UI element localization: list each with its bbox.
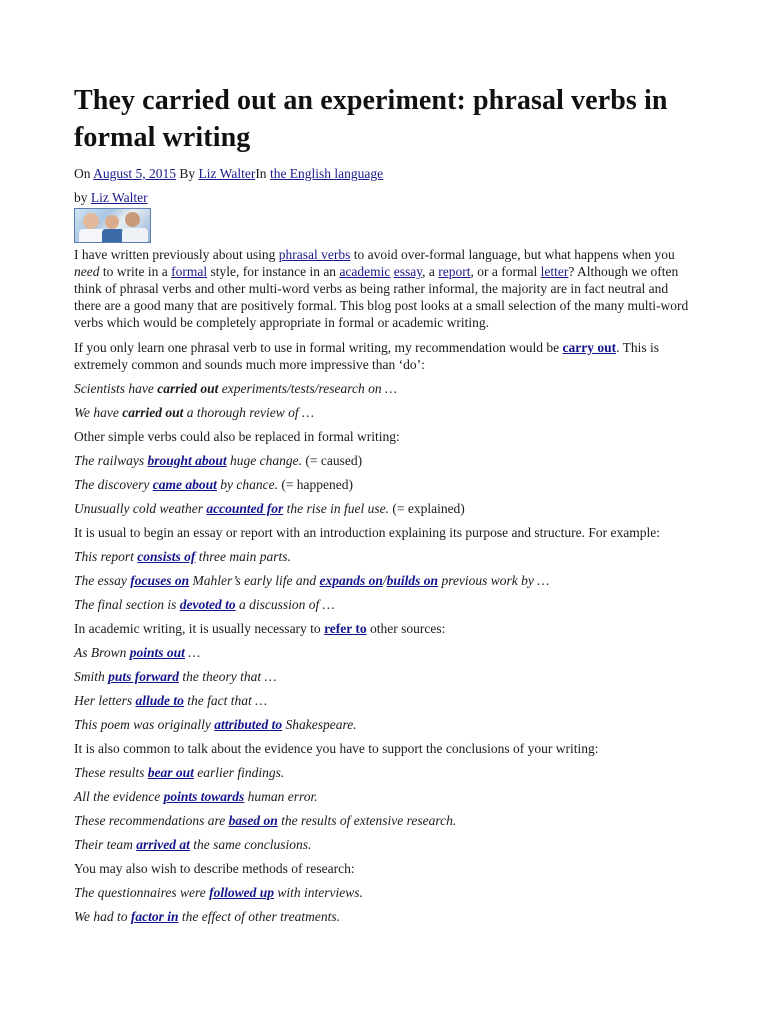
phrasal-verb-link[interactable]: attributed to	[214, 717, 283, 732]
example-text: the theory that …	[179, 669, 277, 684]
example-text: The final section is	[74, 597, 180, 612]
example-text: We had to	[74, 909, 131, 924]
phrasal-verb-link[interactable]: bear out	[147, 765, 194, 780]
phrasal-verb-link[interactable]: came about	[152, 477, 217, 492]
recommendation-paragraph: If you only learn one phrasal verb to use in formal writing, my recommendation would be carry out. This is extremely common and sounds much more impressive than ‘do’:	[74, 340, 659, 372]
example-text: the rise in fuel use.	[283, 501, 389, 516]
phrasal-verbs-link[interactable]: phrasal verbs	[278, 247, 351, 262]
example-text: This report	[74, 549, 138, 564]
example-line	[74, 404, 694, 421]
example-list	[74, 380, 694, 925]
example-text: …	[184, 645, 201, 660]
example-text: These results	[74, 765, 148, 780]
essay-link[interactable]: essay	[393, 264, 423, 279]
line-text: other sources:	[366, 621, 446, 636]
meaning-note: (= happened)	[277, 477, 354, 492]
example-text: This poem was originally	[74, 717, 215, 732]
phrasal-verb-link[interactable]: focuses on	[130, 573, 190, 588]
example-text: the same conclusions.	[189, 837, 312, 852]
example-text: experiments/tests/research on …	[218, 381, 397, 396]
example-text: previous work by …	[438, 573, 550, 588]
phrasal-verb-link[interactable]: points out	[129, 645, 185, 660]
example-text: The essay	[74, 573, 131, 588]
example-line	[74, 860, 694, 877]
meaning-note: (= caused)	[302, 453, 363, 468]
intro-paragraph: I have written previously about using phrasal verbs to avoid over-formal language, but what happens when you need to write in a formal style, for instance in an academic essay, a report, or a formal letter? Although we often think of phrasal verbs and other multi-word verbs as being rather informal, the majority are in fact neutral and there are a good many that are positively formal. This blog post looks at a small selection of the many multi-word verbs which would be completely appropriate in formal or academic writing.	[74, 247, 689, 330]
example-line	[74, 764, 694, 781]
example-text: /	[382, 573, 387, 588]
example-text: a thorough review of …	[183, 405, 314, 420]
byline-prefix: by	[74, 190, 88, 205]
phrasal-verb-link[interactable]: arrived at	[136, 837, 190, 852]
example-line	[74, 524, 694, 541]
example-text: Her letters	[74, 693, 136, 708]
example-text: Their team	[74, 837, 137, 852]
example-line	[74, 620, 694, 637]
example-line	[74, 596, 694, 613]
example-text: the effect of other treatments.	[178, 909, 340, 924]
example-text: the results of extensive research.	[277, 813, 457, 828]
meta-on: On	[74, 166, 91, 181]
formal-link[interactable]: formal	[171, 264, 208, 279]
date-link[interactable]: August 5, 2015	[93, 166, 177, 181]
example-line	[74, 500, 694, 517]
example-text: human error.	[244, 789, 318, 804]
phrasal-verb-link[interactable]: puts forward	[108, 669, 180, 684]
author-link[interactable]: Liz Walter	[198, 166, 256, 181]
article	[74, 82, 694, 925]
phrasal-verb-link[interactable]: followed up	[209, 885, 275, 900]
example-text: a discussion of …	[235, 597, 335, 612]
phrasal-verb-link[interactable]: devoted to	[179, 597, 236, 612]
example-text: As Brown	[74, 645, 130, 660]
example-text: All the evidence	[74, 789, 164, 804]
phrasal-verb: carried out	[157, 381, 219, 396]
example-text: Scientists have	[74, 381, 158, 396]
phrasal-verb-link[interactable]: factor in	[130, 909, 179, 924]
report-link[interactable]: report	[438, 264, 471, 279]
example-text: We have	[74, 405, 123, 420]
academic-link[interactable]: academic	[339, 264, 391, 279]
line-text: It is also common to talk about the evidence you have to support the conclusions of your writing:	[74, 741, 599, 756]
byline-author-link[interactable]: Liz Walter	[90, 190, 148, 205]
meaning-note: (= explained)	[388, 501, 465, 516]
example-line	[74, 644, 694, 661]
example-text: The discovery	[74, 477, 153, 492]
phrasal-verb-link[interactable]: consists of	[137, 549, 196, 564]
example-text: the fact that …	[183, 693, 268, 708]
phrasal-verb-link[interactable]: refer to	[324, 621, 367, 636]
example-line	[74, 836, 694, 853]
byline	[74, 189, 694, 207]
phrasal-verb-link[interactable]: builds on	[386, 573, 439, 588]
example-text: three main parts.	[195, 549, 291, 564]
phrasal-verb-link[interactable]: accounted for	[206, 501, 284, 516]
meta-by: By	[179, 166, 196, 181]
example-line	[74, 428, 694, 445]
category-link[interactable]: the English language	[269, 166, 384, 181]
example-text: with interviews.	[274, 885, 363, 900]
example-text: Mahler’s early life and	[189, 573, 320, 588]
example-line	[74, 884, 694, 901]
example-text: Shakespeare.	[282, 717, 357, 732]
example-text: The questionnaires were	[74, 885, 210, 900]
phrasal-verb: carried out	[122, 405, 184, 420]
letter-link[interactable]: letter	[540, 264, 569, 279]
page-title: They carried out an experiment: phrasal verbs in formal writing	[74, 85, 668, 153]
example-line	[74, 668, 694, 685]
example-text: earlier findings.	[193, 765, 285, 780]
example-line	[74, 692, 694, 709]
example-line	[74, 572, 694, 589]
example-line	[74, 452, 694, 469]
example-text: Smith	[74, 669, 109, 684]
example-line	[74, 476, 694, 493]
example-line	[74, 716, 694, 733]
example-text: The railways	[74, 453, 148, 468]
phrasal-verb-link[interactable]: brought about	[147, 453, 227, 468]
example-text: by chance.	[216, 477, 278, 492]
example-line	[74, 740, 694, 757]
example-text: Unusually cold weather	[74, 501, 207, 516]
phrasal-verb-link[interactable]: allude to	[135, 693, 184, 708]
line-text: It is usual to begin an essay or report with an introduction explaining its purpose and structure. For example:	[74, 525, 660, 540]
example-line	[74, 548, 694, 565]
example-text: huge change.	[226, 453, 303, 468]
carry-out-link[interactable]: carry out	[562, 340, 617, 355]
example-line	[74, 812, 694, 829]
post-meta	[74, 165, 694, 183]
meta-in: In	[255, 166, 267, 181]
phrasal-verb-link[interactable]: expands on	[319, 573, 383, 588]
example-line	[74, 380, 694, 397]
example-text: These recommendations are	[74, 813, 229, 828]
phrasal-verb-link[interactable]: points towards	[163, 789, 245, 804]
line-text: Other simple verbs could also be replaced in formal writing:	[74, 429, 400, 444]
example-line	[74, 908, 694, 925]
line-text: You may also wish to describe methods of research:	[74, 861, 355, 876]
phrasal-verb-link[interactable]: based on	[228, 813, 278, 828]
example-line	[74, 788, 694, 805]
people-lab-photo-icon[interactable]	[74, 208, 151, 243]
line-text: In academic writing, it is usually necessary to	[74, 621, 325, 636]
